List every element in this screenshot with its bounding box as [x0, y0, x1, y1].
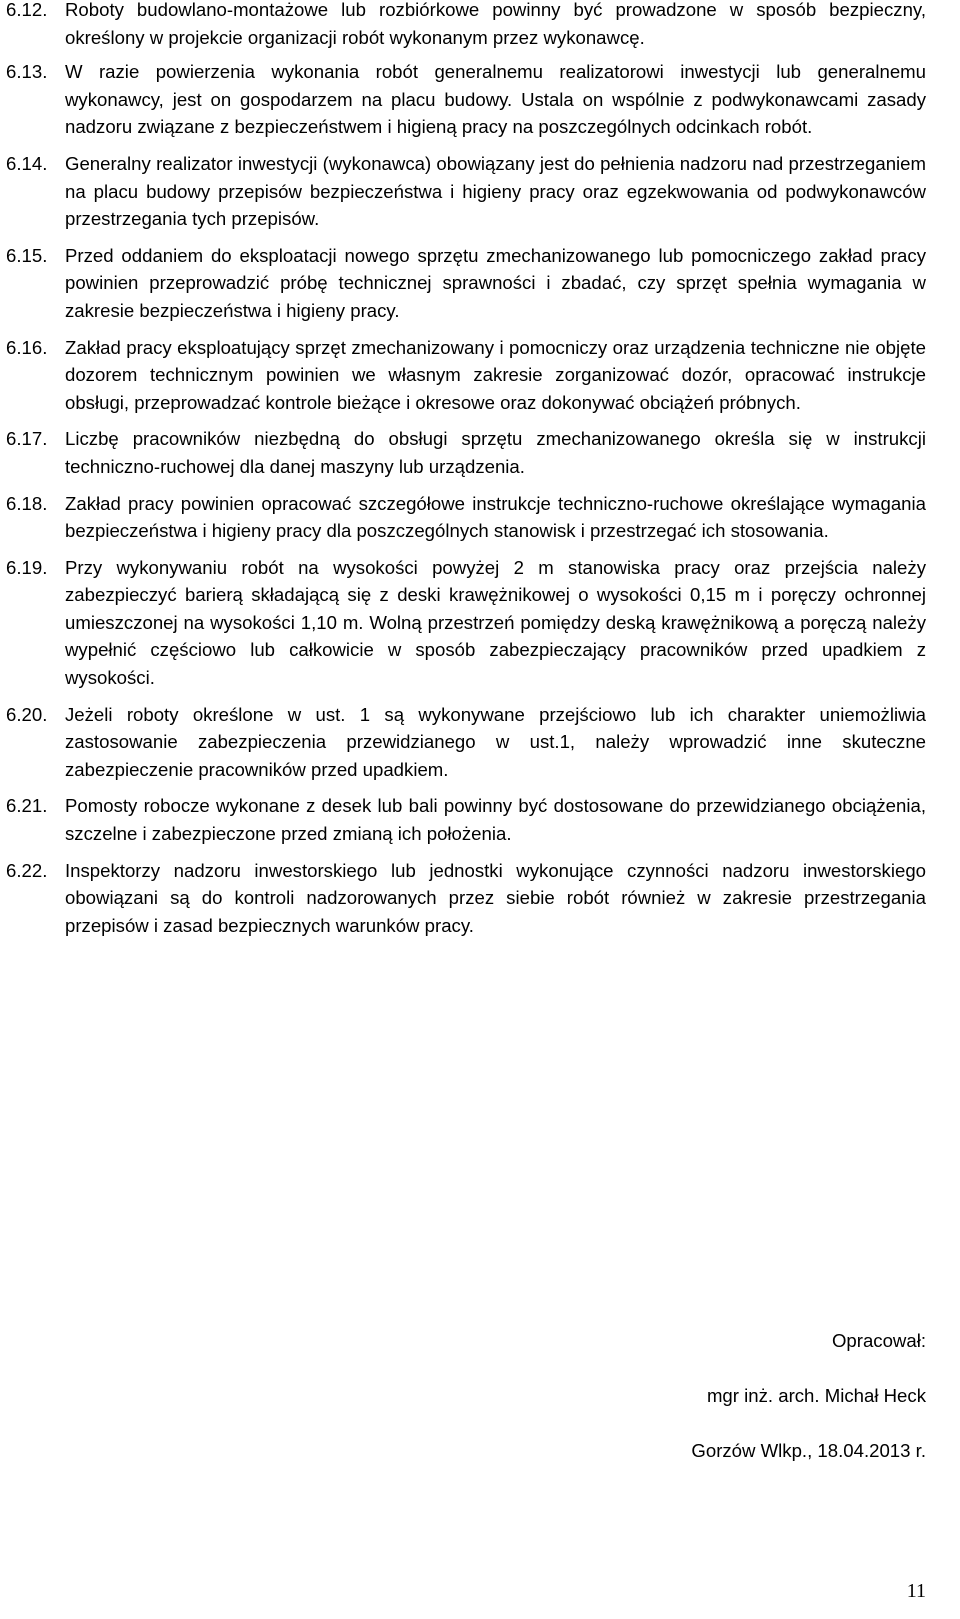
- list-item: [6, 792, 926, 847]
- list-item: [6, 701, 926, 784]
- item-text: Roboty budowlano-montażowe lub rozbiórkowe powinny być prowadzone w sposób bezpieczny, określony w projekcie organizacji robót wykonanym przez wykonawcę.: [65, 0, 926, 48]
- item-number: 6.13.: [6, 61, 48, 83]
- item-text: Inspektorzy nadzoru inwestorskiego lub jednostki wykonujące czynności nadzoru inwestorskiego obowiązani są do kontroli nadzorowanych przez siebie robót również w zakresie przestrzegania przepisów i zasad bezpiecznych warunków pracy.: [65, 859, 926, 936]
- list-item: [6, 857, 926, 940]
- item-number: 6.15.: [6, 244, 48, 266]
- author-name: mgr inż. arch. Michał Heck: [706, 1385, 926, 1406]
- item-text: Zakład pracy eksploatujący sprzęt zmechanizowany i pomocniczy oraz urządzenia techniczne nie objęte dozorem technicznym powinien we własnym zakresie zorganizować dozór, opracować instrukcje obsługi, przeprowadzać kontrole bieżące i okresowe oraz dokonywać obciążeń próbnych.: [65, 336, 926, 413]
- item-text: W razie powierzenia wykonania robót generalnemu realizatorowi inwestycji lub generalnemu wykonawcy, jest on gospodarzem na placu budowy. Ustala on wspólnie z podwykonawcami zasady nadzoru związane z bezpieczeństwem i higieną pracy na poszczególnych odcinkach robót.: [65, 61, 926, 138]
- list-item: [6, 242, 926, 325]
- place-date: Gorzów Wlkp., 18.04.2013 r.: [691, 1440, 926, 1461]
- list-item: [6, 58, 926, 141]
- list-item: [6, 554, 926, 692]
- item-number: 6.12.: [6, 0, 48, 20]
- item-text: Pomosty robocze wykonane z desek lub bali powinny być dostosowane do przewidzianego obciążenia, szczelne i zabezpieczone przed zmianą ich położenia.: [65, 795, 926, 845]
- item-text: Generalny realizator inwestycji (wykonawca) obowiązany jest do pełnienia nadzoru nad przestrzeganiem na placu budowy przepisów bezpieczeństwa i higieny pracy oraz egzekwowania od podwykonawców przestrzegania tych przepisów.: [65, 152, 926, 230]
- item-number: 6.14.: [6, 152, 48, 174]
- prepared-by-label: Opracował:: [831, 1330, 926, 1351]
- item-number: 6.22.: [6, 859, 48, 881]
- list-item: [6, 150, 926, 233]
- item-number: 6.20.: [6, 703, 48, 725]
- item-number: 6.21.: [6, 795, 48, 817]
- item-text: Przed oddaniem do eksploatacji nowego sprzętu zmechanizowanego lub pomocniczego zakład pracy powinien przeprowadzić próbę technicznej sprawności i zbadać, czy sprzęt spełnia wymagania w zakresie bezpieczeństwa i higieny pracy.: [65, 244, 926, 321]
- item-text: Zakład pracy powinien opracować szczegółowe instrukcje techniczno-ruchowe określające wymagania bezpieczeństwa i higieny pracy dla poszczególnych stanowisk i przestrzegać ich stosowania.: [65, 492, 926, 542]
- list-item: [6, 0, 926, 51]
- item-text: Jeżeli roboty określone w ust. 1 są wykonywane przejściowo lub ich charakter uniemożliwia zastosowanie zabezpieczenia przewidzianego w ust.1, należy wprowadzić inne skuteczne zabezpieczenie pracowników przed upadkiem.: [65, 703, 926, 780]
- item-text: Liczbę pracowników niezbędną do obsługi sprzętu zmechanizowanego określa się w instrukcji techniczno-ruchowej dla danej maszyny lub urządzenia.: [65, 428, 926, 477]
- numbered-list: [6, 0, 926, 939]
- item-number: 6.18.: [6, 492, 48, 514]
- item-number: 6.16.: [6, 336, 48, 358]
- item-text: Przy wykonywaniu robót na wysokości powyżej 2 m stanowiska pracy oraz przejścia należy zabezpieczyć barierą składającą się z deski krawężnikowej o wysokości 0,15 m i poręczy ochronnej umieszczonej na wysokości 1,10 m. Wolną przestrzeń pomiędzy deską krawężnikową a poręczą należy wypełnić częściowo lub całkowicie w sposób zabezpieczający pracowników przed upadkiem z wysokości.: [65, 556, 926, 689]
- page-number: 11: [906, 1580, 926, 1602]
- item-number: 6.19.: [6, 556, 48, 578]
- list-item: [6, 490, 926, 545]
- list-item: [6, 425, 926, 480]
- list-item: [6, 334, 926, 417]
- item-number: 6.17.: [6, 428, 48, 450]
